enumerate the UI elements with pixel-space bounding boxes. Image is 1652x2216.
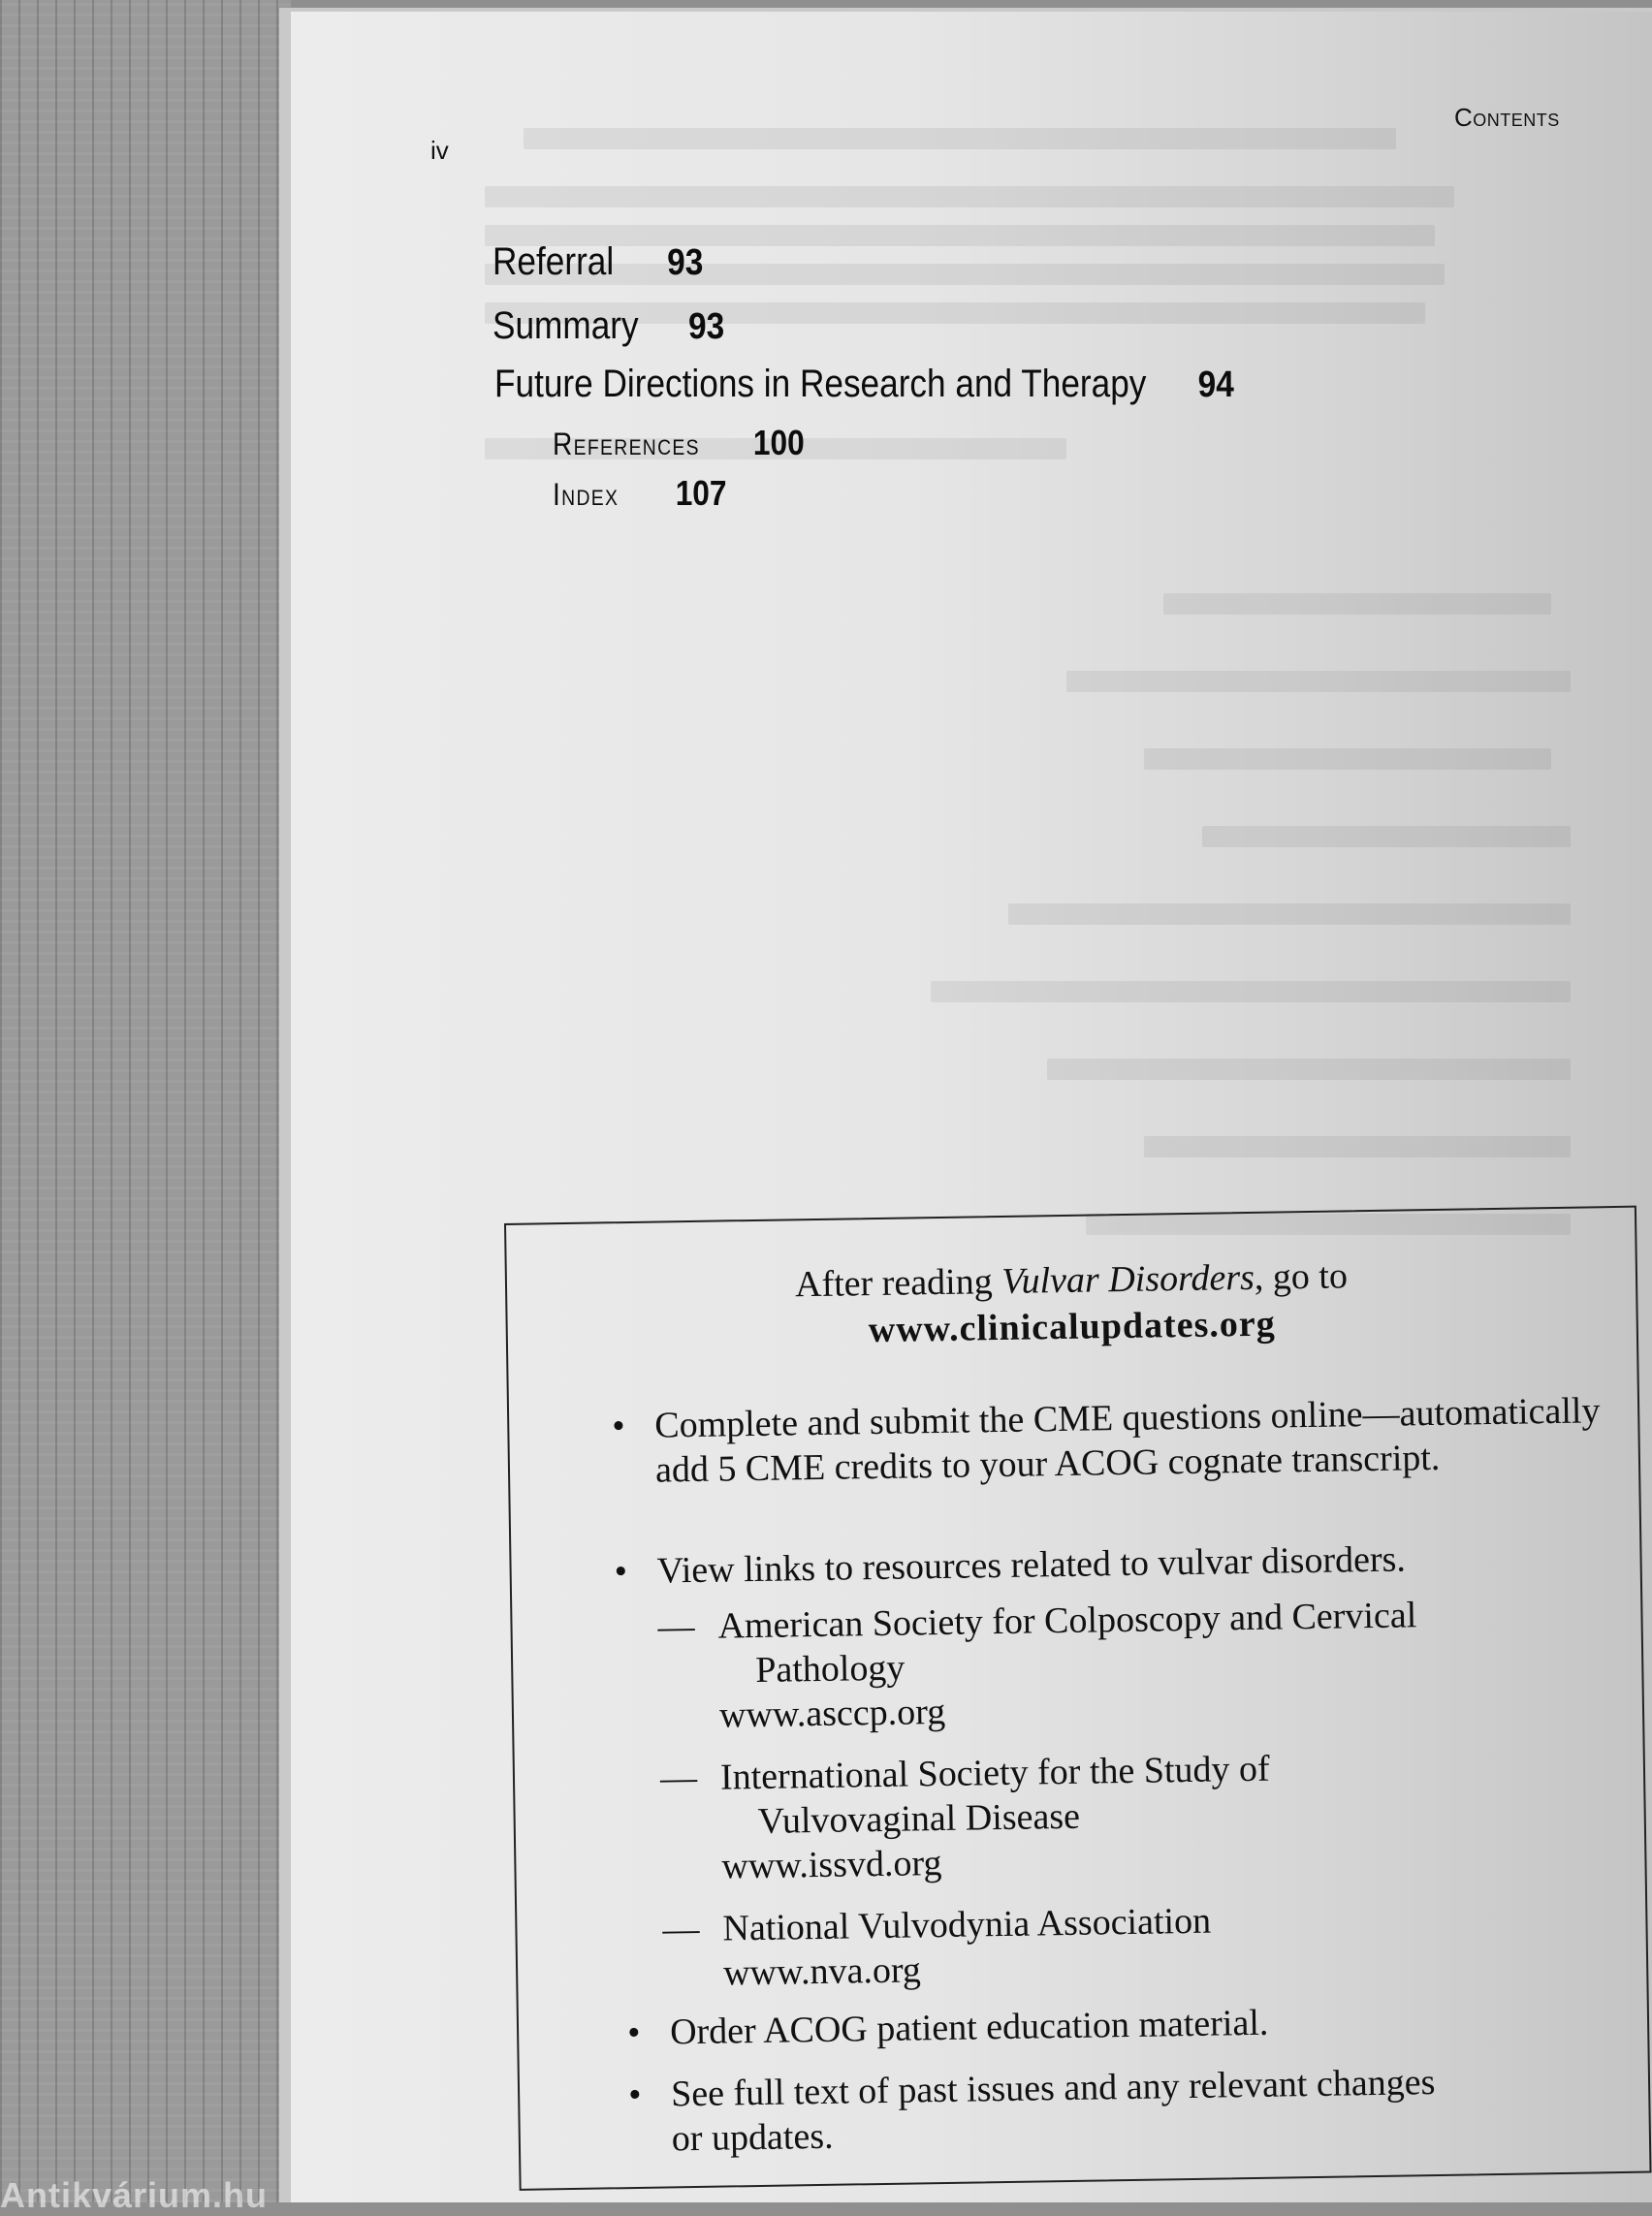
clinical-updates-link[interactable]: www.clinicalupdates.org [868, 1303, 1277, 1351]
dash-icon: — [662, 1908, 700, 1950]
toc-page: 93 [688, 306, 725, 347]
bullet-text: See full text of past issues and any relevant changes or updates. [670, 2062, 1436, 2160]
resource-link[interactable]: www.asccp.org [718, 1691, 946, 1736]
bullet-icon: • [626, 2011, 641, 2054]
list-item [614, 1534, 1607, 1593]
toc-page: 100 [752, 423, 805, 462]
toc-entry-future-directions [494, 363, 1234, 406]
cme-callout-box [504, 1206, 1652, 2191]
watermark: Antikvárium.hu [0, 2175, 269, 2215]
toc-label: References [553, 427, 700, 461]
page-number: iv [430, 136, 449, 165]
toc-entry-summary [492, 304, 724, 348]
bullet-text: Complete and submit the CME questions online—automatically add 5 CME credits to your ACOG cognate transcript. [653, 1390, 1601, 1491]
bullet-icon: • [611, 1406, 625, 1447]
bullet-icon: • [627, 2074, 642, 2116]
book-page [291, 12, 1652, 2202]
resource-item [657, 1590, 1592, 1737]
resource-item [662, 1892, 1596, 1995]
bullet-text: View links to resources related to vulvar disorders. [656, 1538, 1407, 1592]
toc-label: Referral [492, 240, 615, 283]
bullet-text: Order ACOG patient education material. [669, 2002, 1269, 2053]
resource-item [659, 1741, 1595, 1888]
resource-link[interactable]: www.issvd.org [721, 1842, 942, 1887]
resource-org: National Vulvodynia Association [722, 1900, 1212, 1949]
list-item [627, 2060, 1467, 2162]
toc-page: 107 [675, 473, 727, 513]
list-item [611, 1388, 1605, 1492]
toc-page: 93 [667, 242, 704, 283]
toc-entry-references [553, 423, 805, 463]
dash-icon: — [657, 1605, 695, 1648]
toc-label: Future Directions in Research and Therapy [494, 363, 1147, 405]
callout-intro [507, 1249, 1636, 1359]
resource-link[interactable]: www.nva.org [722, 1949, 922, 1994]
dash-icon: — [659, 1757, 698, 1799]
bullet-icon: • [614, 1551, 628, 1593]
list-item [626, 1995, 1621, 2054]
intro-prefix: After reading [794, 1260, 1002, 1306]
intro-suffix: , go to [1254, 1255, 1349, 1298]
running-head: Contents [1454, 103, 1560, 132]
publication-title: Vulvar Disorders [1001, 1256, 1255, 1302]
toc-label: Summary [492, 304, 639, 347]
resource-org: American Society for Colposcopy and Cervical Pathology [717, 1595, 1417, 1691]
background-surface [0, 0, 291, 2202]
toc-entry-index [553, 473, 727, 514]
toc-entry-referral [492, 240, 703, 284]
toc-page: 94 [1197, 364, 1234, 405]
resource-org: International Society for the Study of Vulvovaginal Disease [719, 1748, 1270, 1842]
toc-label: Index [553, 477, 620, 512]
